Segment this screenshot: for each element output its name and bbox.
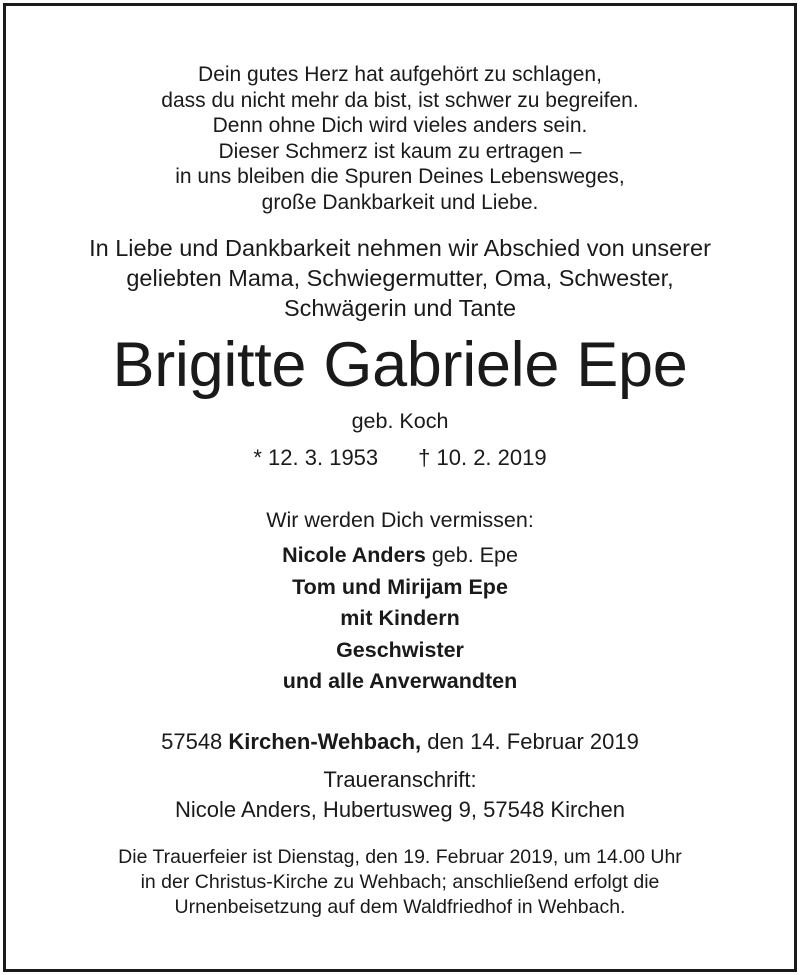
mourner-line: und alle Anverwandten [282,669,518,693]
mourner-line: Tom und Mirijam Epe [292,574,508,599]
poem-line: Dein gutes Herz hat aufgehört zu schlagen, [198,63,602,86]
mourner-suffix: geb. Epe [425,543,518,567]
intro-line: In Liebe und Dankbarkeit nehmen wir Abschied von unserer [89,235,711,261]
poem-line: große Dankbarkeit und Liebe. [261,190,539,214]
zip-code: 57548 [161,729,229,754]
birth-date: * 12. 3. 1953 [253,445,379,470]
deceased-name: Brigitte Gabriele Epe [112,330,688,400]
miss-line: Wir werden Dich vermissen: [266,508,534,532]
poem-line: in uns bleiben die Spuren Deines Lebensweges, [175,165,625,188]
ceremony-line: Die Trauerfeier ist Dienstag, den 19. Februar 2019, um 14.00 Uhr [118,846,682,868]
mourner-line: Geschwister [336,637,464,662]
mourner-line [0,540,800,572]
poem-line: Denn ohne Dich wird vieles anders sein. [212,114,588,137]
mourners-list [0,540,800,698]
farewell-intro [0,233,800,323]
town: Kirchen-Wehbach, [228,729,422,754]
notice-date: den 14. Februar 2019 [421,729,639,754]
life-dates [0,443,800,473]
mourner-line: mit Kindern [340,606,460,630]
intro-line: geliebten Mama, Schwiegermutter, Oma, Schwester, [126,265,674,291]
ceremony-line: in der Christus-Kirche zu Wehbach; anschließend erfolgt die [140,871,660,893]
maiden-name: geb. Koch [351,409,449,433]
intro-line: Schwägerin und Tante [283,295,517,321]
mourner-name: Nicole Anders [282,543,426,567]
death-date: † 10. 2. 2019 [418,445,547,470]
poem-line: Dieser Schmerz ist kaum zu ertragen – [218,139,582,163]
ceremony-info [0,845,800,920]
place-and-date [0,727,800,757]
poem [0,62,800,215]
poem-line: dass du nicht mehr da bist, ist schwer zu begreifen. [161,88,639,112]
mourning-address [0,765,800,825]
address-label: Traueranschrift: [323,767,477,792]
ceremony-line: Urnenbeisetzung auf dem Waldfriedhof in Wehbach. [174,896,626,918]
address-value: Nicole Anders, Hubertusweg 9, 57548 Kirchen [174,797,626,822]
